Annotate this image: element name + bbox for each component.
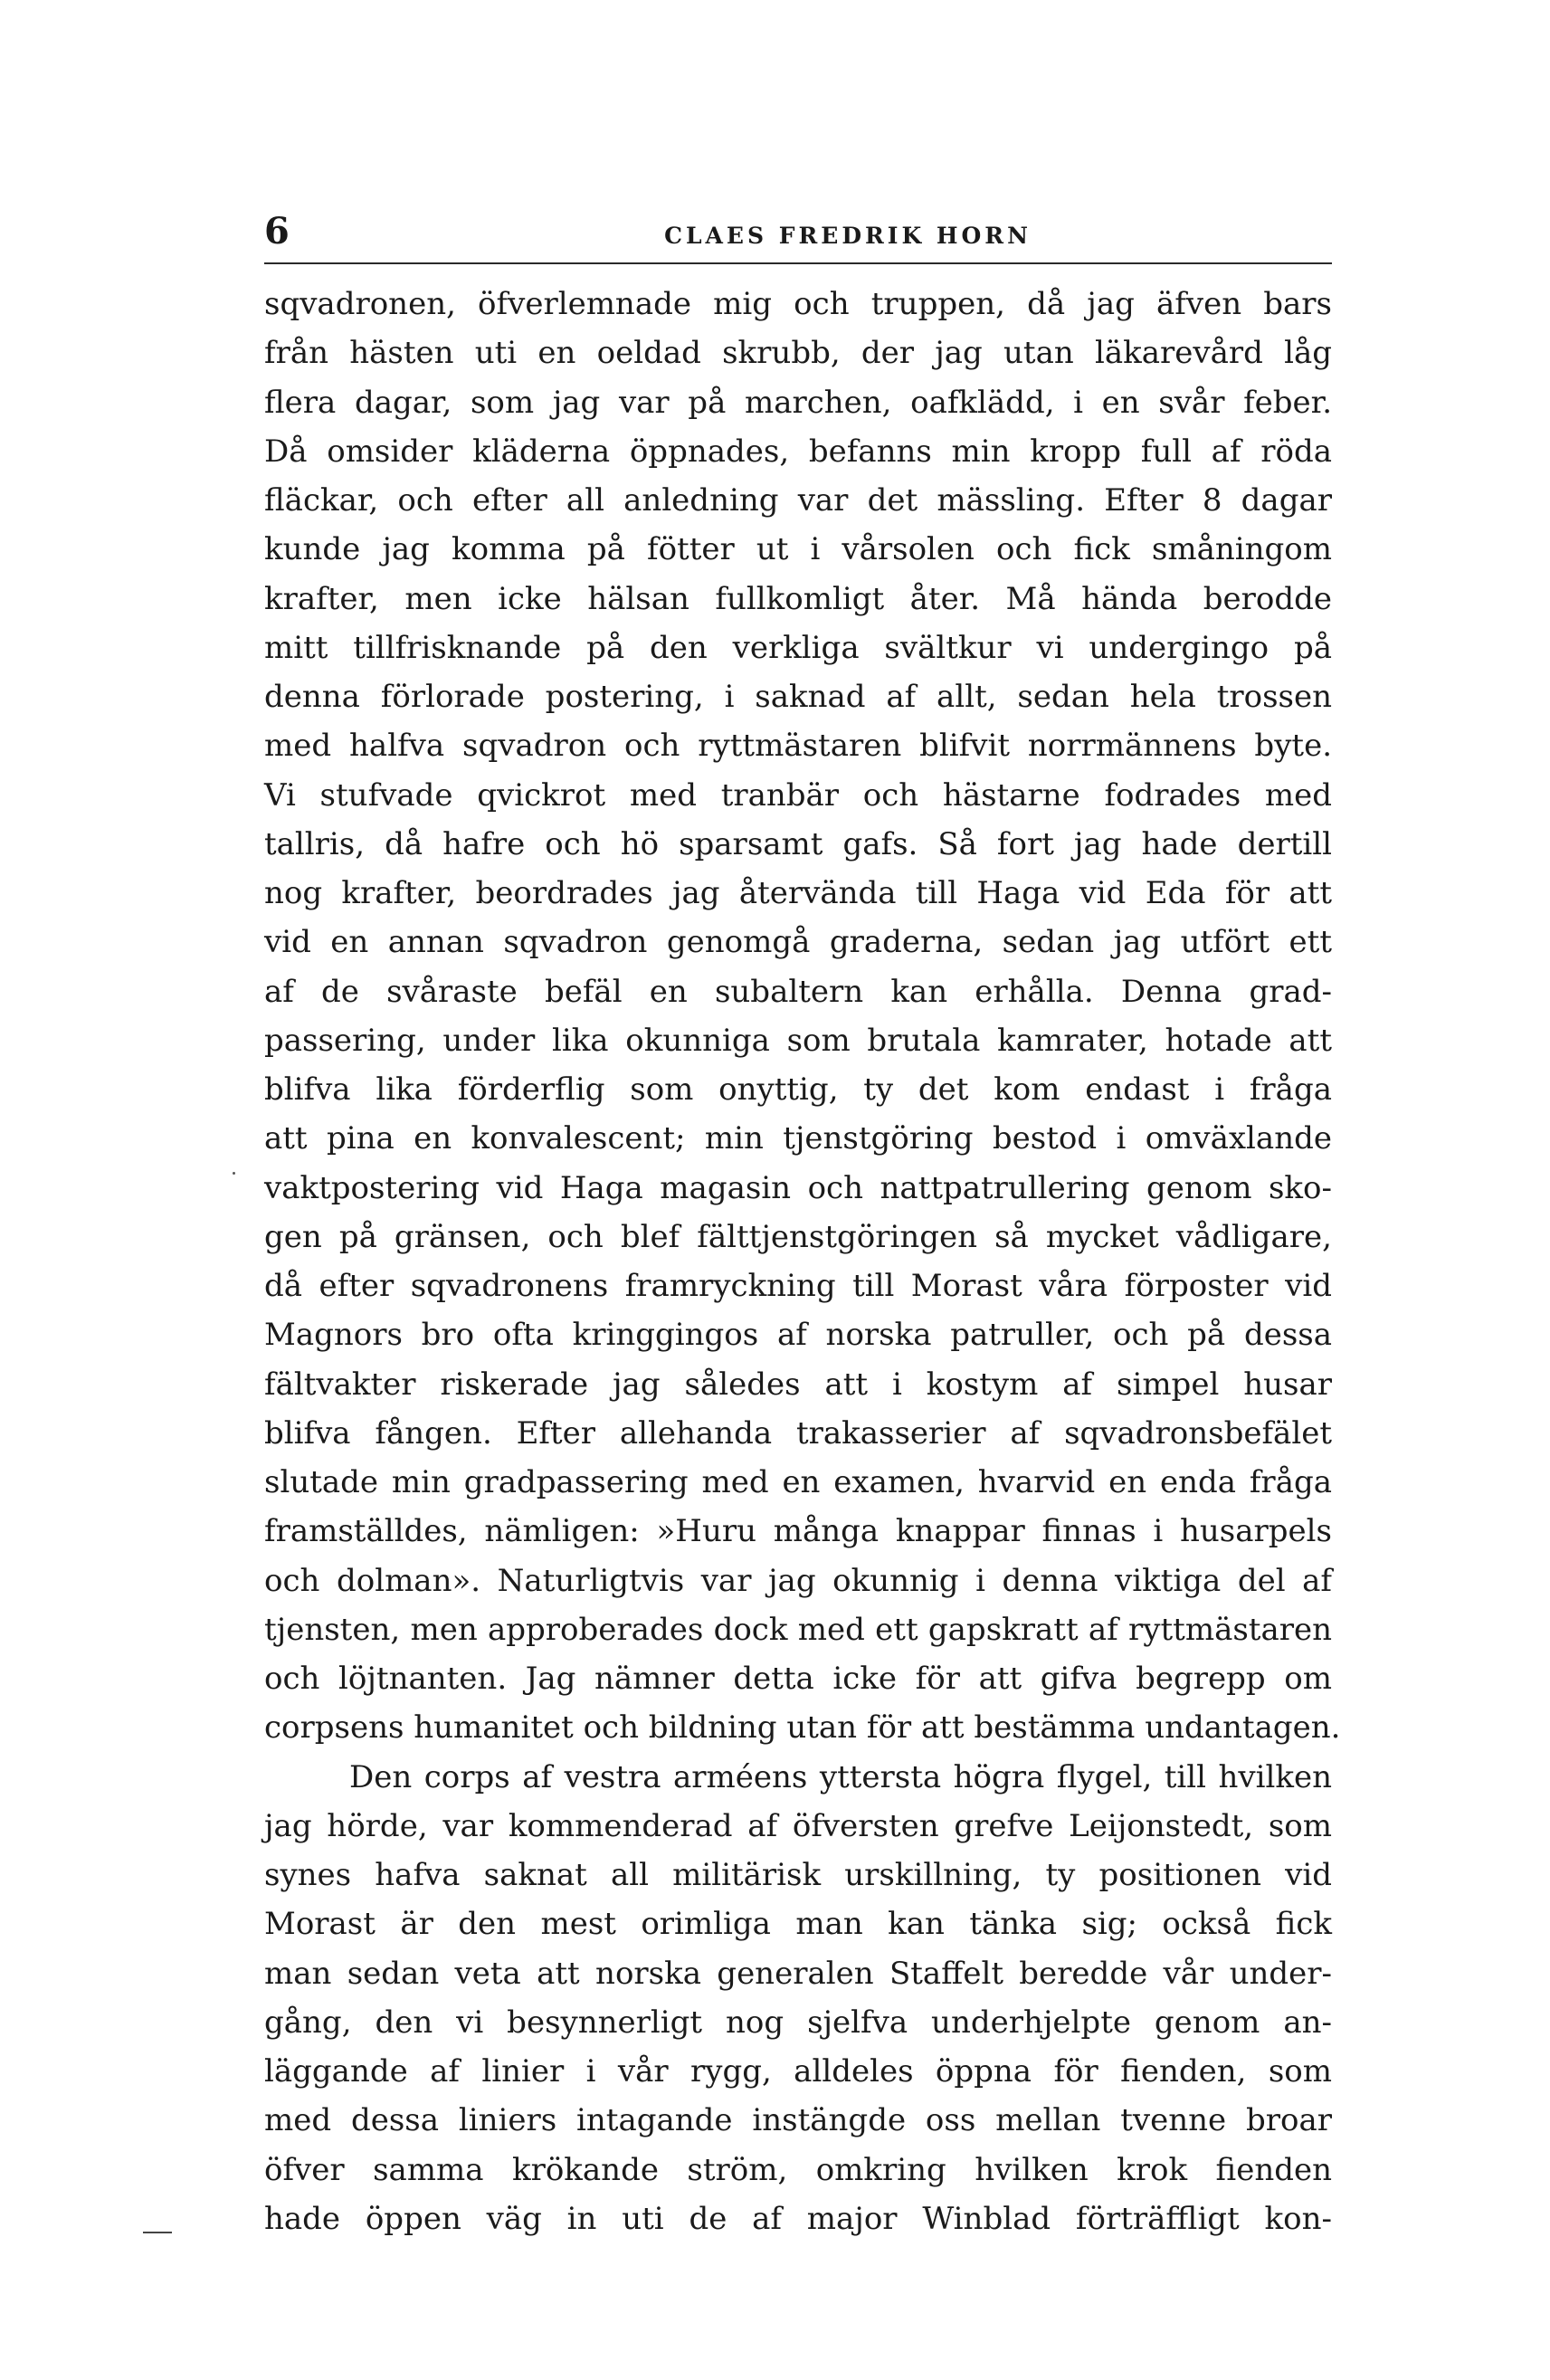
text-line: synes hafva saknat all militärisk urskillning, ty positionen vid — [264, 1857, 1332, 1893]
text-line: krafter, men icke hälsan fullkomligt åter. Må hända berodde — [264, 580, 1332, 617]
text-line: jag hörde, var kommenderad af öfversten grefve Leijonstedt, som — [264, 1807, 1332, 1844]
running-title: CLAES FREDRIK HORN — [664, 223, 1032, 249]
text-line: Vi stufvade qvickrot med tranbär och hästarne fodrades med — [264, 776, 1332, 814]
text-line: hade öppen väg in uti de af major Winblad förträffligt kon- — [264, 2200, 1332, 2237]
body-text — [264, 280, 1341, 2243]
text-line: Magnors bro ofta kringgingos af norska patruller, och på dessa — [264, 1317, 1332, 1354]
text-line: och löjtnanten. Jag nämner detta icke för att gifva begrepp om — [264, 1661, 1332, 1697]
text-line: blifva lika förderflig som onyttig, ty det kom endast i fråga — [264, 1071, 1332, 1108]
text-line: tallris, då hafre och hö sparsamt gafs. Så fort jag hade dertill — [264, 825, 1332, 862]
text-line: fläckar, och efter all anledning var det mässling. Efter 8 dagar — [264, 482, 1332, 519]
text-line: gång, den vi besynnerligt nog sjelfva underhjelpte genom an- — [264, 2004, 1332, 2041]
text-line: mitt tillfrisknande på den verkliga svältkur vi undergingo på — [264, 629, 1332, 666]
footer-mark — [143, 2232, 172, 2233]
page-number: 6 — [264, 210, 290, 252]
text-line: med halfva sqvadron och ryttmästaren blifvit norrmännens byte. — [264, 728, 1332, 765]
text-line: gen på gränsen, och blef fälttjenstgöringen så mycket vådligare, — [264, 1218, 1332, 1255]
text-line: fältvakter riskerade jag således att i kostym af simpel husar — [264, 1366, 1332, 1403]
header-rule — [264, 262, 1332, 264]
page-header — [264, 210, 1332, 259]
text-line: framställdes, nämligen: »Huru många knappar finnas i husarpels — [264, 1513, 1332, 1550]
text-line: denna förlorade postering, i saknad af allt, sedan hela trossen — [264, 679, 1332, 715]
text-line: nog krafter, beordrades jag återvända till Haga vid Eda för att — [264, 875, 1332, 911]
text-line: man sedan veta att norska generalen Staffelt beredde vår under- — [264, 1955, 1332, 1992]
text-line: blifva fången. Efter allehanda trakasserier af sqvadronsbefälet — [264, 1414, 1332, 1452]
paragraph-first-line: Den corps af vestra arméens yttersta högra flygel, till hvilken — [349, 1758, 1332, 1795]
text-line: Morast är den mest orimliga man kan tänka sig; också fick — [264, 1906, 1332, 1943]
text-line: vaktpostering vid Haga magasin och nattpatrullering genom sko- — [264, 1169, 1332, 1206]
text-line: Då omsider kläderna öppnades, befanns min kropp full af röda — [264, 433, 1332, 470]
text-line: och dolman». Naturligtvis var jag okunnig i denna viktiga del af — [264, 1562, 1332, 1599]
text-line: med dessa liniers intagande instängde oss mellan tvenne broar — [264, 2102, 1332, 2139]
text-line: flera dagar, som jag var på marchen, oafklädd, i en svår feber. — [264, 384, 1332, 421]
text-line: passering, under lika okunniga som brutala kamrater, hotade att — [264, 1022, 1332, 1059]
text-line: vid en annan sqvadron genomgå graderna, sedan jag utfört ett — [264, 924, 1332, 961]
text-line: från hästen uti en oeldad skrubb, der jag utan läkarevård låg — [264, 335, 1332, 372]
text-line: tjensten, men approberades dock med ett gapskratt af ryttmästaren — [264, 1611, 1332, 1648]
text-line: att pina en konvalescent; min tjenstgöring bestod i omväxlande — [264, 1120, 1332, 1157]
margin-dot — [233, 1172, 235, 1175]
text-line: öfver samma krökande ström, omkring hvilken krok fienden — [264, 2151, 1332, 2188]
text-line: sqvadronen, öfverlemnade mig och truppen, då jag äfven bars — [264, 286, 1332, 322]
text-line: slutade min gradpassering med en examen, hvarvid en enda fråga — [264, 1464, 1332, 1500]
text-line: af de svåraste befäl en subaltern kan erhålla. Denna grad- — [264, 973, 1332, 1010]
text-line: kunde jag komma på fötter ut i vårsolen och fick småningom — [264, 531, 1332, 568]
text-line: då efter sqvadronens framryckning till Morast våra förposter vid — [264, 1268, 1332, 1304]
text-line: corpsens humanitet och bildning utan för att bestämma undantagen. — [264, 1709, 1341, 1747]
text-line: läggande af linier i vår rygg, alldeles öppna för fienden, som — [264, 2053, 1332, 2090]
